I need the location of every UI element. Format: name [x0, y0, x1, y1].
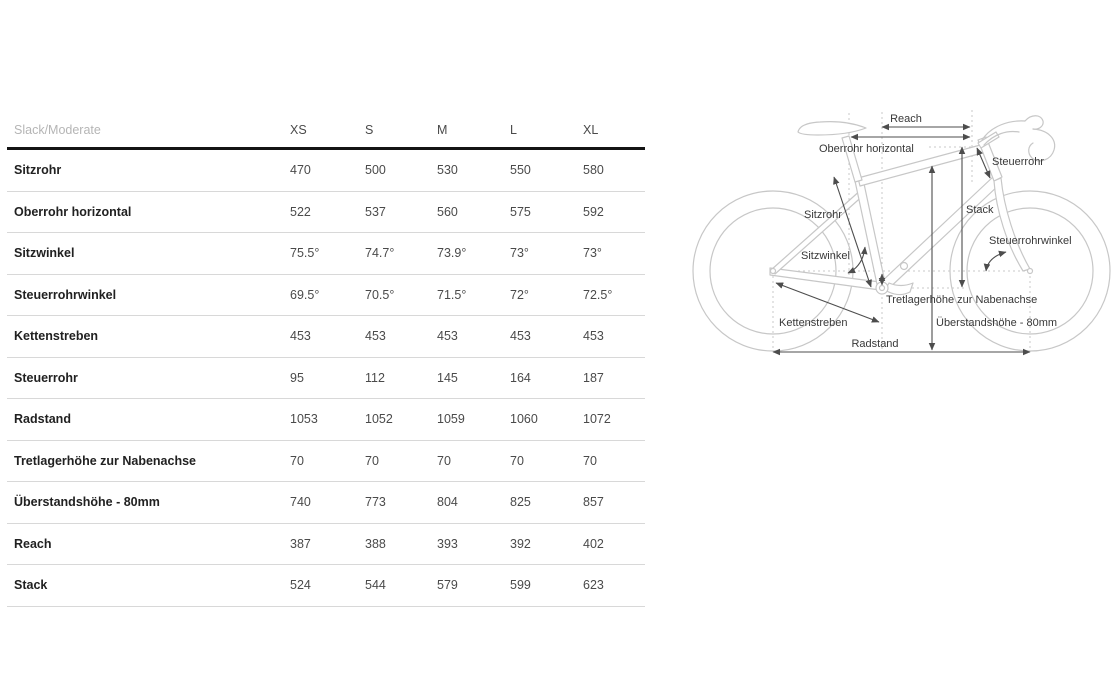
- rear-dropout: [771, 269, 776, 274]
- steuerrohr-label: Steuerrohr: [992, 156, 1044, 168]
- cell: 72.5°: [583, 287, 613, 302]
- cell: 145: [437, 370, 458, 385]
- row-label: Tretlagerhöhe zur Nabenachse: [14, 453, 197, 468]
- reach-label: Reach: [890, 113, 922, 125]
- tretlagerhoehe-label: Tretlagerhöhe zur Nabenachse: [886, 294, 1038, 306]
- cell: 544: [365, 578, 386, 593]
- cell: 453: [365, 329, 386, 344]
- cell: 1072: [583, 412, 611, 427]
- cell: 392: [510, 536, 531, 551]
- col-header-l: L: [510, 122, 517, 137]
- table-row: [7, 399, 645, 441]
- steuerrohrwinkel-arc: [986, 252, 1006, 271]
- cell: 453: [437, 329, 458, 344]
- cell: 575: [510, 204, 531, 219]
- cell: 550: [510, 163, 531, 178]
- cell: 1052: [365, 412, 393, 427]
- cell: 773: [365, 495, 386, 510]
- cell: 164: [510, 370, 531, 385]
- table-row: [7, 233, 645, 275]
- table-row: [7, 316, 645, 358]
- row-label: Sitzwinkel: [14, 246, 75, 261]
- col-header-xl: XL: [583, 122, 599, 137]
- col-header-m: M: [437, 122, 448, 137]
- row-label: Sitzrohr: [14, 163, 62, 178]
- table-row: [7, 524, 645, 566]
- cell: 402: [583, 536, 604, 551]
- cell: 1060: [510, 412, 538, 427]
- cell: 74.7°: [365, 246, 395, 261]
- table-row: [7, 482, 645, 524]
- row-label: Oberrohr horizontal: [14, 204, 132, 219]
- cell: 73.9°: [437, 246, 467, 261]
- steuerrohrwinkel-label: Steuerrohrwinkel: [989, 235, 1072, 247]
- table-row: [7, 150, 645, 192]
- cell: 70: [510, 453, 524, 468]
- col-header-xs: XS: [290, 122, 307, 137]
- sitzwinkel-label: Sitzwinkel: [801, 250, 850, 262]
- oberrohr-label: Oberrohr horizontal: [819, 143, 914, 155]
- cell: 70: [583, 453, 597, 468]
- cell: 187: [583, 370, 604, 385]
- stack-label: Stack: [966, 204, 994, 216]
- row-label: Stack: [14, 578, 48, 593]
- cell: 560: [437, 204, 458, 219]
- row-label: Radstand: [14, 412, 71, 427]
- cell: 825: [510, 495, 531, 510]
- row-label: Reach: [14, 536, 52, 551]
- cell: 522: [290, 204, 311, 219]
- kettenstreben-label: Kettenstreben: [779, 317, 848, 329]
- cell: 69.5°: [290, 287, 320, 302]
- down-tube: [879, 176, 1000, 292]
- table-row: [7, 192, 645, 234]
- radstand-label: Radstand: [851, 338, 899, 350]
- cell: 592: [583, 204, 604, 219]
- sitzrohr-label: Sitzrohr: [804, 209, 842, 221]
- table-corner-label: Slack/Moderate: [14, 122, 101, 137]
- cell: 70.5°: [365, 287, 395, 302]
- cell: 1053: [290, 412, 318, 427]
- cell: 388: [365, 536, 386, 551]
- cell: 623: [583, 578, 604, 593]
- cell: 72°: [510, 287, 529, 302]
- cell: 112: [365, 370, 385, 385]
- cell: 804: [437, 495, 458, 510]
- cell: 579: [437, 578, 458, 593]
- ueberstandshoehe-label: Überstandshöhe - 80mm: [936, 317, 1058, 329]
- row-label: Kettenstreben: [14, 329, 99, 344]
- cell: 530: [437, 163, 458, 178]
- cell: 537: [365, 204, 386, 219]
- cell: 500: [365, 163, 386, 178]
- table-row: [7, 275, 645, 317]
- cell: 524: [290, 578, 311, 593]
- cell: 857: [583, 495, 604, 510]
- cell: 95: [290, 370, 304, 385]
- seat-tube: [855, 179, 886, 289]
- col-header-s: S: [365, 122, 374, 137]
- cell: 470: [290, 163, 311, 178]
- cell: 75.5°: [290, 246, 320, 261]
- geometry-table: [7, 112, 645, 607]
- cell: 580: [583, 163, 604, 178]
- row-label: Überstandshöhe - 80mm: [14, 495, 160, 510]
- cable-port: [901, 263, 908, 270]
- front-dropout: [1028, 269, 1033, 274]
- cell: 73°: [510, 246, 529, 261]
- cell: 393: [437, 536, 458, 551]
- fork: [994, 178, 1030, 271]
- bike-geometry-diagram: [679, 90, 1119, 390]
- cell: 1059: [437, 412, 465, 427]
- crank-area: [885, 283, 913, 295]
- saddle: [798, 122, 866, 135]
- cell: 599: [510, 578, 531, 593]
- cell: 70: [365, 453, 379, 468]
- cell: 70: [437, 453, 451, 468]
- table-header-row: [7, 112, 645, 150]
- cell: 387: [290, 536, 311, 551]
- cell: 73°: [583, 246, 602, 261]
- cell: 740: [290, 495, 311, 510]
- cell: 453: [510, 329, 531, 344]
- cell: 453: [290, 329, 311, 344]
- table-row: [7, 441, 645, 483]
- row-label: Steuerrohr: [14, 370, 78, 385]
- table-row: [7, 565, 645, 607]
- table-row: [7, 358, 645, 400]
- cell: 70: [290, 453, 304, 468]
- row-label: Steuerrohrwinkel: [14, 287, 117, 302]
- cell: 453: [583, 329, 604, 344]
- cell: 71.5°: [437, 287, 467, 302]
